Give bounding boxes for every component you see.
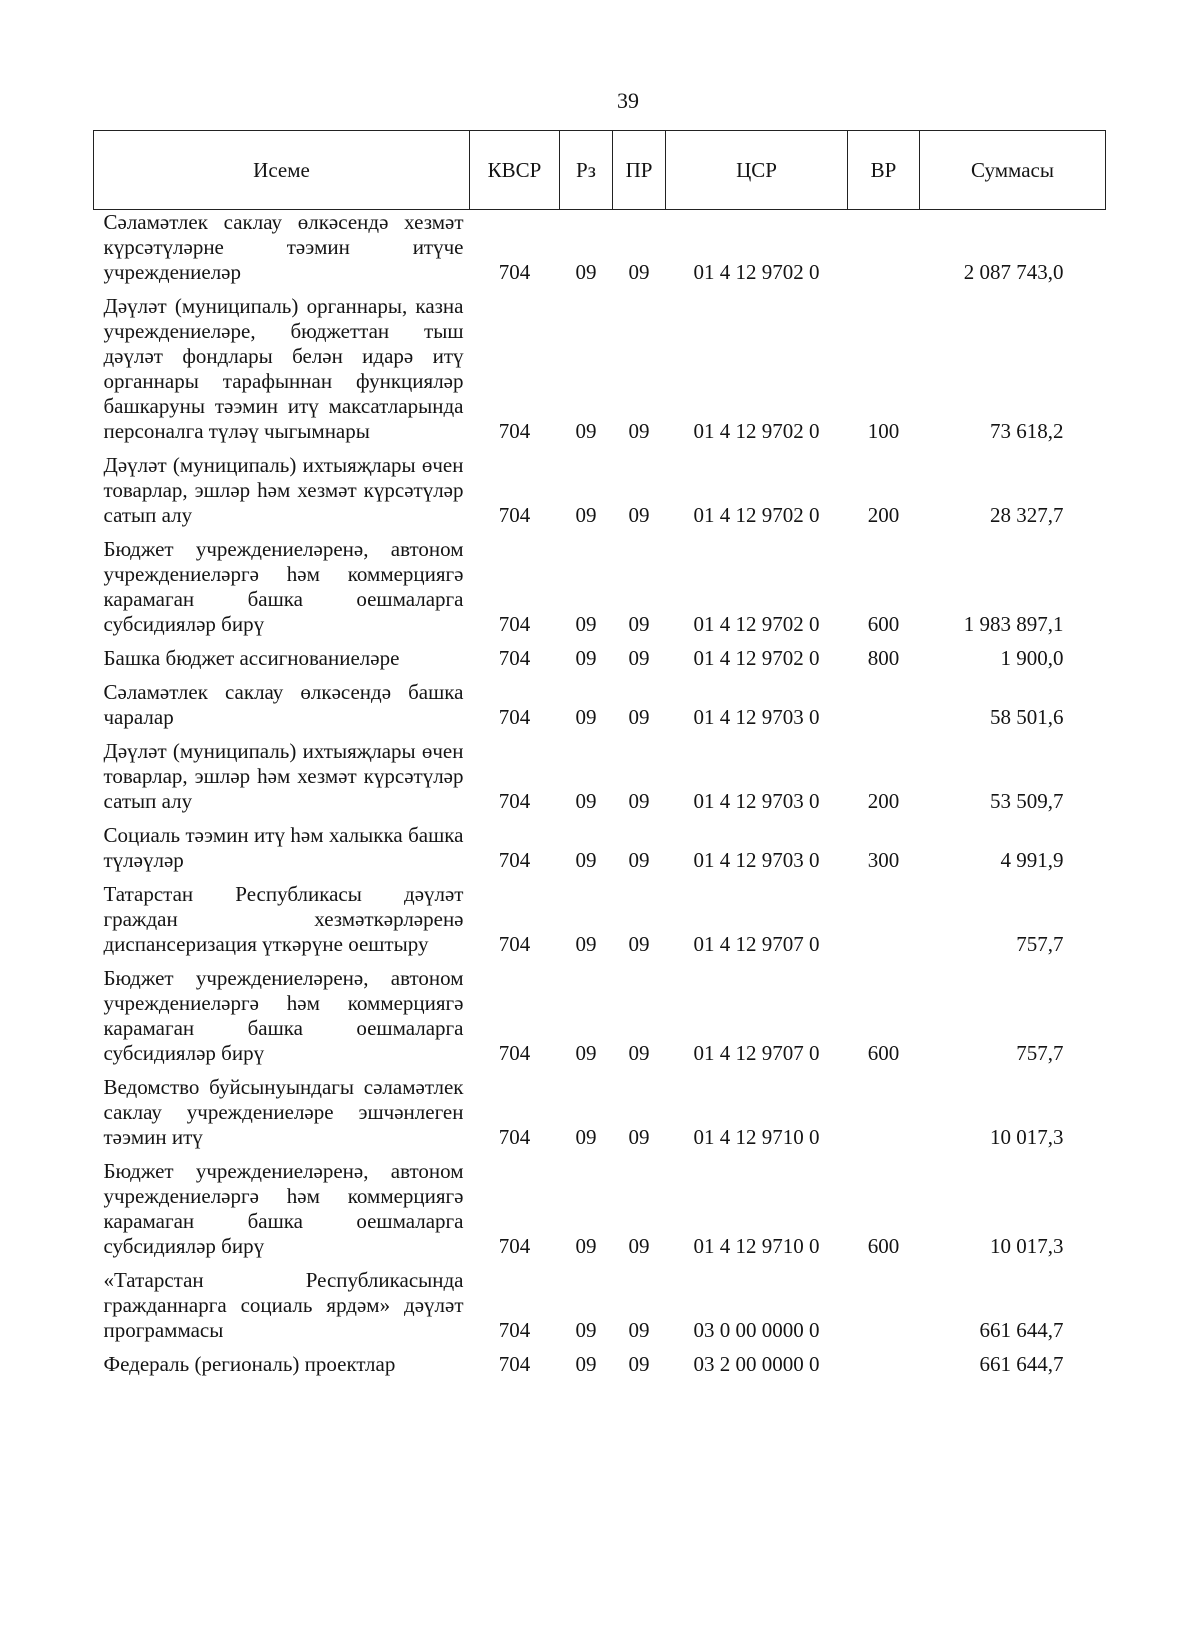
row-kvsr-cell: 704 [498,1318,531,1342]
row-name-cell: Социаль тәэмин итү һәм халыкка башка түләүләр [103,823,464,872]
row-kvsr-cell: 704 [498,932,531,956]
row-vr-cell [848,1268,920,1352]
row-name-cell: Дәүләт (муниципаль) ихтыяҗлары өчен товарлар, эшләр һәм хезмәт күрсәтүләр сатып алу [103,453,464,527]
row-rz-cell: 09 [575,848,597,872]
row-vr-cell: 200 [867,789,900,813]
row-name-cell: Татарстан Республикасы дәүләт граждан хезмәткәрләренә диспансеризация үткәрүне оештыру [103,882,464,956]
row-kvsr-cell: 704 [498,1125,531,1149]
row-pr-cell: 09 [628,789,650,813]
row-csr-cell: 03 0 00 0000 0 [693,1318,820,1342]
row-csr-cell: 01 4 12 9702 0 [693,260,820,284]
row-name-cell: Бюджет учреждениеләренә, автоном учреждениеләргә һәм коммерциягә карамаган башка оешмаларга субсидияләр бирү [103,1159,464,1258]
table-row [94,739,1106,823]
row-sum-cell: 4 991,9 [1000,848,1064,872]
table-row [94,823,1106,882]
row-sum-cell: 757,7 [1016,1041,1064,1065]
row-kvsr-cell: 704 [498,1352,531,1376]
row-vr-cell [848,1075,920,1159]
row-rz-cell: 09 [575,419,597,443]
row-sum-cell: 1 983 897,1 [963,612,1064,636]
row-csr-cell: 01 4 12 9702 0 [693,419,820,443]
header-sum: Суммасы [920,131,1106,210]
row-name-cell: Бюджет учреждениеләренә, автоном учреждениеләргә һәм коммерциягә карамаган башка оешмаларга субсидияләр бирү [103,966,464,1065]
row-vr-cell: 600 [867,1041,900,1065]
row-pr-cell: 09 [628,1234,650,1258]
row-vr-cell: 600 [867,612,900,636]
row-csr-cell: 01 4 12 9703 0 [693,705,820,729]
row-rz-cell: 09 [575,646,597,670]
row-pr-cell: 09 [628,1125,650,1149]
table-row [94,1268,1106,1352]
row-rz-cell: 09 [575,705,597,729]
row-vr-cell [848,882,920,966]
row-csr-cell: 01 4 12 9703 0 [693,848,820,872]
header-csr: ЦСР [666,131,848,210]
row-sum-cell: 58 501,6 [990,705,1064,729]
row-rz-cell: 09 [575,932,597,956]
row-sum-cell: 10 017,3 [990,1125,1064,1149]
table-header [94,131,1106,210]
row-pr-cell: 09 [628,932,650,956]
row-pr-cell: 09 [628,848,650,872]
row-sum-cell: 53 509,7 [990,789,1064,813]
row-kvsr-cell: 704 [498,789,531,813]
row-pr-cell: 09 [628,705,650,729]
table-row [94,1352,1106,1386]
row-kvsr-cell: 704 [498,503,531,527]
table-row [94,680,1106,739]
row-csr-cell: 01 4 12 9702 0 [693,503,820,527]
table-row [94,882,1106,966]
table-row [94,966,1106,1075]
row-csr-cell: 01 4 12 9710 0 [693,1234,820,1258]
row-sum-cell: 2 087 743,0 [963,260,1064,284]
row-name-cell: Бюджет учреждениеләренә, автоном учреждениеләргә һәм коммерциягә карамаган башка оешмаларга субсидияләр бирү [103,537,464,636]
row-pr-cell: 09 [628,1352,650,1376]
row-pr-cell: 09 [628,1318,650,1342]
row-csr-cell: 01 4 12 9707 0 [693,1041,820,1065]
row-sum-cell: 1 900,0 [1000,646,1064,670]
row-vr-cell: 200 [867,503,900,527]
row-rz-cell: 09 [575,1318,597,1342]
row-vr-cell: 100 [867,419,900,443]
row-sum-cell: 10 017,3 [990,1234,1064,1258]
row-csr-cell: 03 2 00 0000 0 [693,1352,820,1376]
header-kvsr: КВСР [470,131,560,210]
row-kvsr-cell: 704 [498,705,531,729]
row-vr-cell: 800 [867,646,900,670]
row-rz-cell: 09 [575,260,597,284]
row-name-cell: Дәүләт (муниципаль) ихтыяҗлары өчен товарлар, эшләр һәм хезмәт күрсәтүләр сатып алу [103,739,464,813]
page-number: 39 [617,88,639,113]
header-vr: ВР [848,131,920,210]
header-name: Исеме [94,131,470,210]
row-kvsr-cell: 704 [498,646,531,670]
table-row [94,1159,1106,1268]
table-row [94,537,1106,646]
row-pr-cell: 09 [628,612,650,636]
row-kvsr-cell: 704 [498,612,531,636]
row-csr-cell: 01 4 12 9703 0 [693,789,820,813]
row-vr-cell [848,210,920,295]
row-rz-cell: 09 [575,503,597,527]
table-row [94,646,1106,680]
row-pr-cell: 09 [628,260,650,284]
row-name-cell: «Татарстан Республикасында гражданнарга социаль ярдәм» дәүләт программасы [103,1268,464,1342]
row-rz-cell: 09 [575,1125,597,1149]
row-vr-cell [848,680,920,739]
row-sum-cell: 757,7 [1016,932,1064,956]
row-name-cell: Башка бюджет ассигнованиеләре [103,646,400,670]
header-rz: Рз [560,131,613,210]
header-row [94,131,1106,210]
row-name-cell: Ведомство буйсынуындагы сәламәтлек саклау учреждениеләре эшчәнлеген тәэмин итү [103,1075,464,1149]
row-name-cell: Сәламәтлек саклау өлкәсендә башка чаралар [103,680,464,729]
row-kvsr-cell: 704 [498,1234,531,1258]
row-kvsr-cell: 704 [498,260,531,284]
table-row [94,453,1106,537]
row-name-cell: Дәүләт (муниципаль) органнары, казна учреждениеләре, бюджеттан тыш дәүләт фондлары белән идарә итү органнары тарафыннан функцияләр башкаруны тәэмин итү максатларында персоналга түләү чыгымнары [103,294,464,443]
header-pr: ПР [613,131,666,210]
row-rz-cell: 09 [575,1234,597,1258]
row-csr-cell: 01 4 12 9710 0 [693,1125,820,1149]
row-kvsr-cell: 704 [498,848,531,872]
row-pr-cell: 09 [628,646,650,670]
row-vr-cell: 600 [867,1234,900,1258]
row-pr-cell: 09 [628,1041,650,1065]
row-pr-cell: 09 [628,419,650,443]
row-sum-cell: 661 644,7 [979,1352,1064,1376]
row-sum-cell: 73 618,2 [990,419,1064,443]
row-rz-cell: 09 [575,789,597,813]
budget-table [93,130,1106,1386]
table-row [94,1075,1106,1159]
row-pr-cell: 09 [628,503,650,527]
row-rz-cell: 09 [575,1041,597,1065]
row-csr-cell: 01 4 12 9707 0 [693,932,820,956]
row-name-cell: Сәламәтлек саклау өлкәсендә хезмәт күрсәтүләрне тәэмин итүче учреждениеләр [103,210,464,284]
row-vr-cell: 300 [867,848,900,872]
row-rz-cell: 09 [575,612,597,636]
row-vr-cell [848,1352,920,1386]
row-rz-cell: 09 [575,1352,597,1376]
row-csr-cell: 01 4 12 9702 0 [693,612,820,636]
table-row [94,294,1106,453]
row-kvsr-cell: 704 [498,1041,531,1065]
row-sum-cell: 661 644,7 [979,1318,1064,1342]
table-body [94,210,1106,1387]
row-csr-cell: 01 4 12 9702 0 [693,646,820,670]
row-name-cell: Федераль (региональ) проектлар [103,1352,396,1376]
row-kvsr-cell: 704 [498,419,531,443]
row-sum-cell: 28 327,7 [990,503,1064,527]
table-row [94,210,1106,295]
